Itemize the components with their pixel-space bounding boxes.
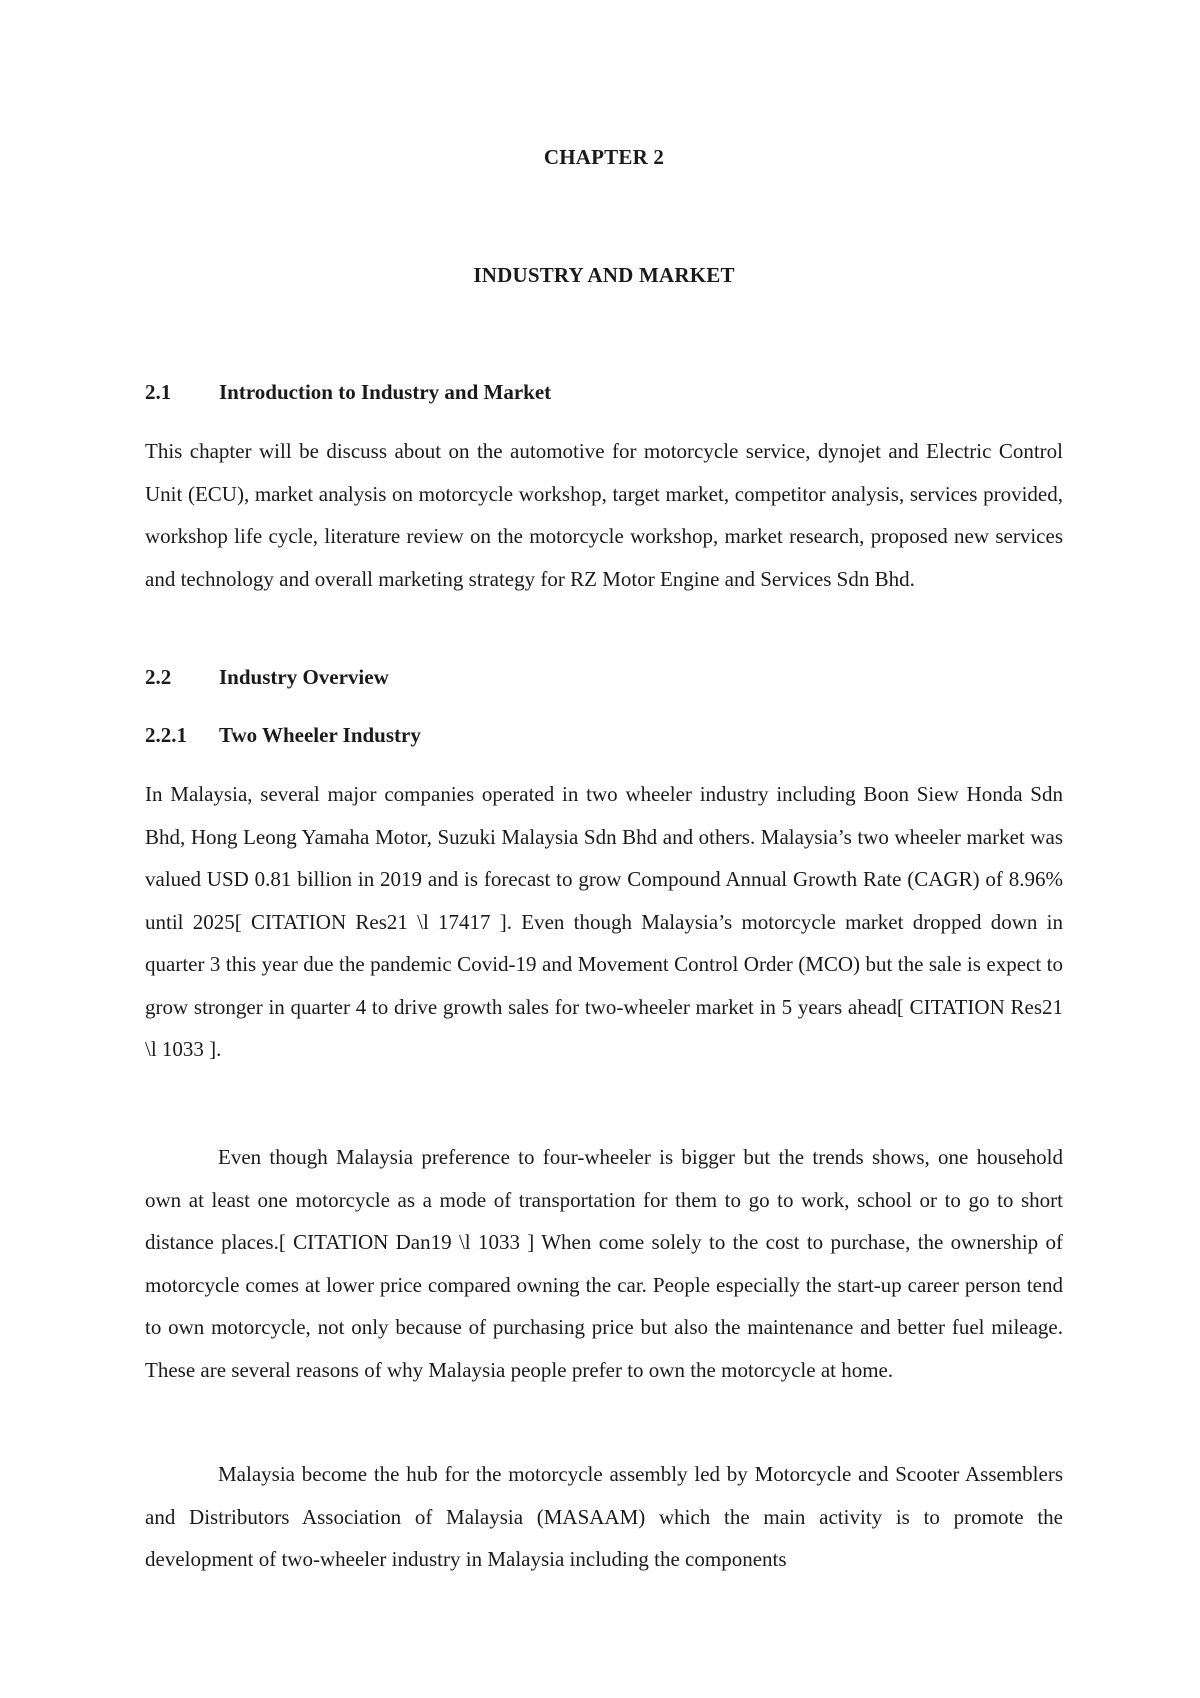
section-title: Two Wheeler Industry xyxy=(219,723,421,747)
chapter-title: INDUSTRY AND MARKET xyxy=(473,263,735,287)
paragraph-masaam: Malaysia become the hub for the motorcycle assembly led by Motorcycle and Scooter Assemblers and Distributors Association of Malaysia (MASAAM) which the main activity is to promote the development of two-wheeler industry in Malaysia including the components xyxy=(145,1462,1063,1571)
chapter-label: CHAPTER 2 xyxy=(543,145,665,169)
section-number: 2.1 xyxy=(145,380,172,404)
section-heading-2-2 xyxy=(145,665,1063,690)
paragraph-two-wheeler-market: In Malaysia, several major companies operated in two wheeler industry including Boon Siew Honda Sdn Bhd, Hong Leong Yamaha Motor, Suzuki Malaysia Sdn Bhd and others. Malaysia’s two wheeler market was valued USD 0.81 billion in 2019 and is forecast to grow Compound Annual Growth Rate (CAGR) of 8.96% until 2025[ CITATION Res21 \l 17417 ]. Even though Malaysia’s motorcycle market dropped down in quarter 3 this year due the pandemic Covid-19 and Movement Control Order (MCO) but the sale is expect to grow stronger in quarter 4 to drive growth sales for two-wheeler market in 5 years ahead[ CITATION Res21 \l 1033 ]. xyxy=(145,782,1063,1061)
paragraph-introduction: This chapter will be discuss about on the automotive for motorcycle service, dynojet and Electric Control Unit (ECU), market analysis on motorcycle workshop, target market, competitor analysis, services provided, workshop life cycle, literature review on the motorcycle workshop, market research, proposed new services and technology and overall marketing strategy for RZ Motor Engine and Services Sdn Bhd. xyxy=(145,439,1063,591)
section-title: Introduction to Industry and Market xyxy=(219,380,552,404)
section-title: Industry Overview xyxy=(219,665,389,689)
section-number: 2.2.1 xyxy=(145,723,187,747)
section-number: 2.2 xyxy=(145,665,172,689)
paragraph-motorcycle-ownership: Even though Malaysia preference to four-wheeler is bigger but the trends shows, one household own at least one motorcycle as a mode of transportation for them to go to work, school or to go to short distance places.[ CITATION Dan19 \l 1033 ] When come solely to the cost to purchase, the ownership of motorcycle comes at lower price compared owning the car. People especially the start-up career person tend to own motorcycle, not only because of purchasing price but also the maintenance and better fuel mileage. These are several reasons of why Malaysia people prefer to own the motorcycle at home. xyxy=(145,1145,1063,1382)
section-heading-2-1 xyxy=(145,380,1063,405)
section-heading-2-2-1 xyxy=(145,723,1063,748)
